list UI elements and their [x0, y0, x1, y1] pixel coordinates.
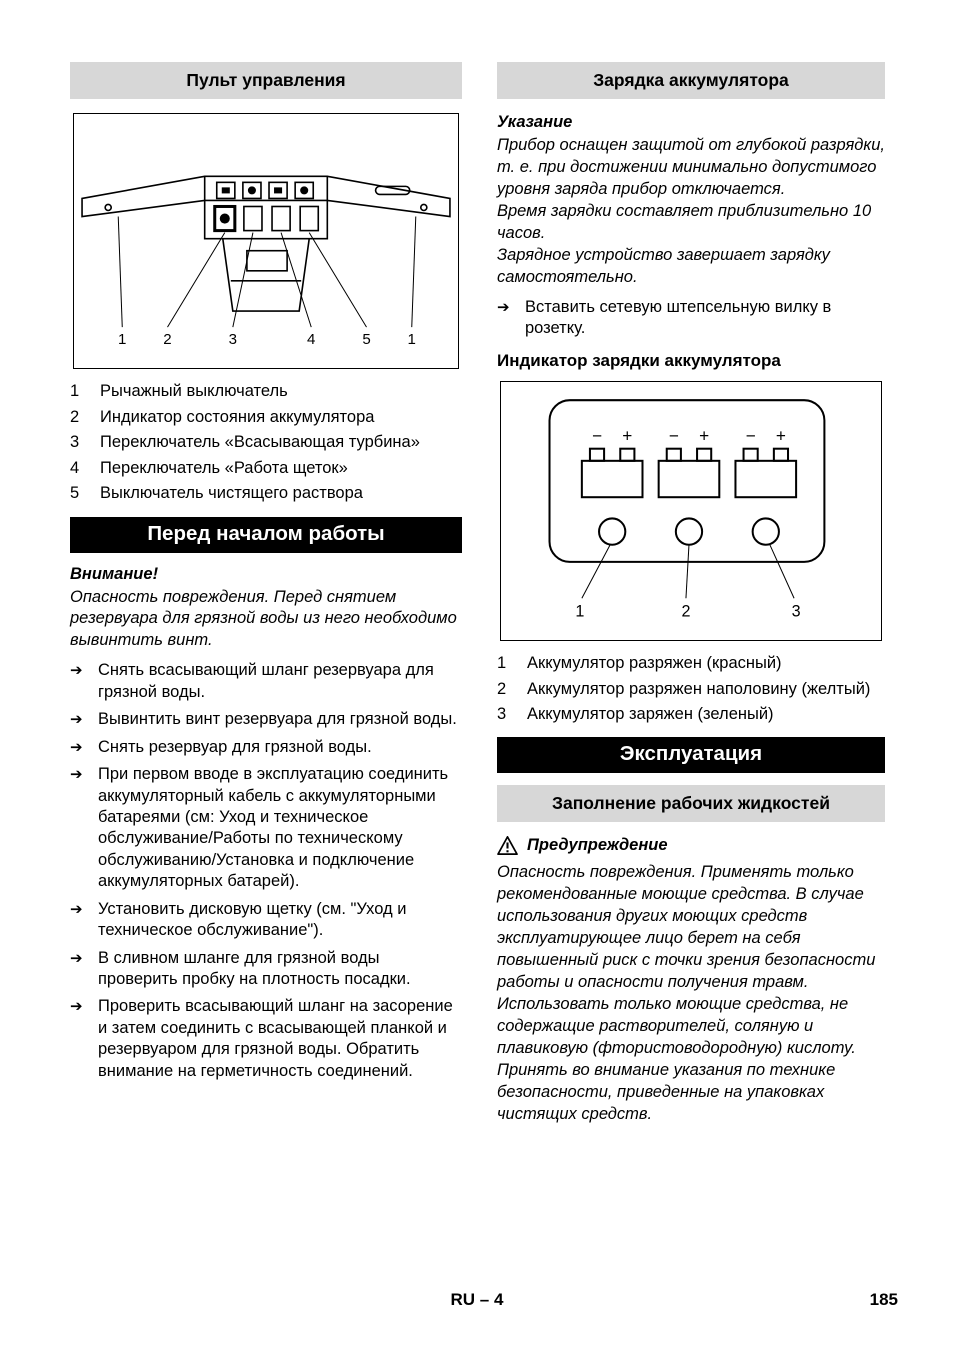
step-item [70, 764, 462, 893]
warning-text: Опасность повреждения. Применять только рекомендованные моющие средства. В случае использования других моющих средств эксплуатирующее лицо берет на себя повышенный риск с точки зрения безопасности работы и опасности получения травм. Использовать только моющие средства, не содержащие растворителей, соляную и плавиковую (фтористоводородную) кислоту. [497, 863, 876, 1057]
arrow-bullet-icon: ➔ [70, 662, 83, 680]
legend-item [497, 704, 885, 725]
minus-label: − [591, 426, 603, 447]
callout-2: 2 [163, 331, 172, 349]
note-text: Зарядное устройство завершает зарядку самостоятельно. [497, 245, 830, 286]
callout-numbers [575, 603, 800, 621]
legend-item [70, 381, 462, 402]
legend-label: Переключатель «Всасывающая турбина» [100, 433, 420, 452]
footer-page-number: 185 [869, 1290, 898, 1309]
terminal-labels [592, 426, 786, 446]
step-text: Вставить сетевую штепсельную вилку в розетку. [525, 297, 832, 337]
charge-indicator-legend [497, 653, 885, 725]
legend-item [497, 653, 885, 674]
control-panel-legend [70, 381, 462, 504]
control-panel-drawing [74, 114, 458, 368]
step-item [70, 948, 462, 991]
legend-number: 3 [497, 705, 507, 724]
indicator-lamps [599, 519, 779, 545]
arrow-bullet-icon: ➔ [70, 738, 83, 756]
step-item [70, 660, 462, 703]
callout-1: 1 [575, 602, 585, 621]
minus-label: − [745, 426, 756, 447]
console [205, 176, 328, 238]
legend-item [70, 458, 462, 479]
legend-label: Аккумулятор заряжен (зеленый) [527, 705, 774, 724]
legend-number: 5 [70, 484, 80, 503]
arrow-bullet-icon: ➔ [497, 298, 510, 316]
attention-text: Опасность повреждения. Перед снятием резервуара для грязной воды из него необходимо вывинтить винт. [70, 587, 457, 650]
legend-number: 1 [497, 654, 507, 673]
callout-lines [582, 545, 794, 599]
handlebar [82, 176, 450, 216]
step-item [70, 996, 462, 1082]
warning-triangle-icon [497, 836, 518, 855]
callout-4: 4 [307, 331, 316, 349]
steering-column [223, 239, 309, 311]
legend-label: Переключатель «Работа щеток» [100, 458, 348, 477]
legend-label: Аккумулятор разряжен (красный) [527, 654, 782, 673]
legend-number: 1 [70, 382, 80, 401]
warning-text: Принять во внимание указания по технике безопасности, приведенные на упаковках чистящих средств. [497, 1060, 836, 1123]
charge-indicator-drawing [501, 382, 881, 640]
minus-label: − [668, 426, 679, 447]
warning-heading [497, 836, 885, 855]
legend-number: 4 [70, 458, 80, 477]
step-text: Снять резервуар для грязной воды. [98, 737, 372, 756]
step-item [70, 709, 462, 730]
callout-2: 2 [681, 602, 691, 621]
legend-label: Рычажный выключатель [100, 382, 288, 401]
legend-item [70, 483, 462, 504]
right-column [497, 62, 885, 1126]
legend-label: Выключатель чистящего раствора [100, 484, 363, 503]
legend-item [70, 432, 462, 453]
step-text: Вывинтить винт резервуара для грязной воды. [98, 710, 457, 729]
legend-number: 2 [497, 679, 507, 698]
step-text: В сливном шланге для грязной воды проверить пробку на плотность посадки. [98, 948, 411, 988]
battery-symbols [582, 449, 796, 498]
step-item [70, 737, 462, 758]
step-text: Снять всасывающий шланг резервуара для грязной воды. [98, 661, 434, 701]
step-text: Установить дисковую щетку (см. "Уход и техническое обслуживание"). [98, 899, 407, 940]
section-header-operation: Эксплуатация [497, 737, 885, 773]
arrow-bullet-icon: ➔ [70, 949, 83, 967]
callout-numbers [118, 331, 416, 348]
section-header-before-work: Перед началом работы [70, 517, 462, 553]
legend-label: Индикатор состояния аккумулятора [100, 407, 375, 426]
legend-label: Аккумулятор разряжен наполовину (желтый) [527, 679, 871, 698]
plus-label: + [622, 426, 633, 447]
arrow-bullet-icon: ➔ [70, 998, 83, 1016]
callout-1-left: 1 [118, 331, 127, 349]
callout-3: 3 [228, 331, 238, 349]
plus-label: + [699, 426, 710, 447]
step-item [497, 297, 885, 340]
arrow-bullet-icon: ➔ [70, 900, 83, 918]
step-item [70, 899, 462, 942]
left-column [70, 62, 462, 1088]
legend-number: 3 [70, 433, 80, 452]
callout-5: 5 [362, 331, 371, 349]
callout-3: 3 [791, 602, 801, 621]
section-header-battery-charging: Зарядка аккумулятора [497, 62, 885, 99]
warning-label: Предупреждение [527, 836, 668, 855]
attention-label: Внимание! [70, 564, 159, 583]
note-text: Время зарядки составляет приблизительно 10 часов. [497, 201, 872, 242]
arrow-bullet-icon: ➔ [70, 766, 83, 784]
note-text: Прибор оснащен защитой от глубокой разрядки, т. е. при достижении минимально допустимого уровня заряда прибор отключается. [497, 136, 885, 198]
arrow-bullet-icon: ➔ [70, 711, 83, 729]
section-header-control-panel: Пульт управления [70, 62, 462, 99]
legend-number: 2 [70, 407, 80, 426]
section-header-filling: Заполнение рабочих жидкостей [497, 785, 885, 822]
legend-item [70, 407, 462, 428]
callout-1-right: 1 [407, 331, 416, 349]
subsection-title-charge-indicator: Индикатор зарядки аккумулятора [497, 351, 781, 371]
charge-indicator-figure [500, 381, 882, 641]
note-label: Указание [497, 113, 573, 131]
indicator-housing [550, 401, 825, 563]
step-text: При первом вводе в эксплуатацию соединить аккумуляторный кабель с аккумуляторными батареями (см: Уход и техническое обслуживание/Работы по техническому обслуживанию/Установка и подключение аккумуляторных батарей). [98, 765, 449, 891]
step-text: Проверить всасывающий шланг на засорение и затем соединить с всасывающей планкой и резервуаром для грязной воды. Обратить внимание на герметичность соединений. [98, 997, 453, 1080]
footer-language-page: RU – 4 [450, 1290, 504, 1309]
legend-item [497, 679, 885, 700]
control-panel-figure [73, 113, 459, 369]
plus-label: + [775, 426, 786, 447]
